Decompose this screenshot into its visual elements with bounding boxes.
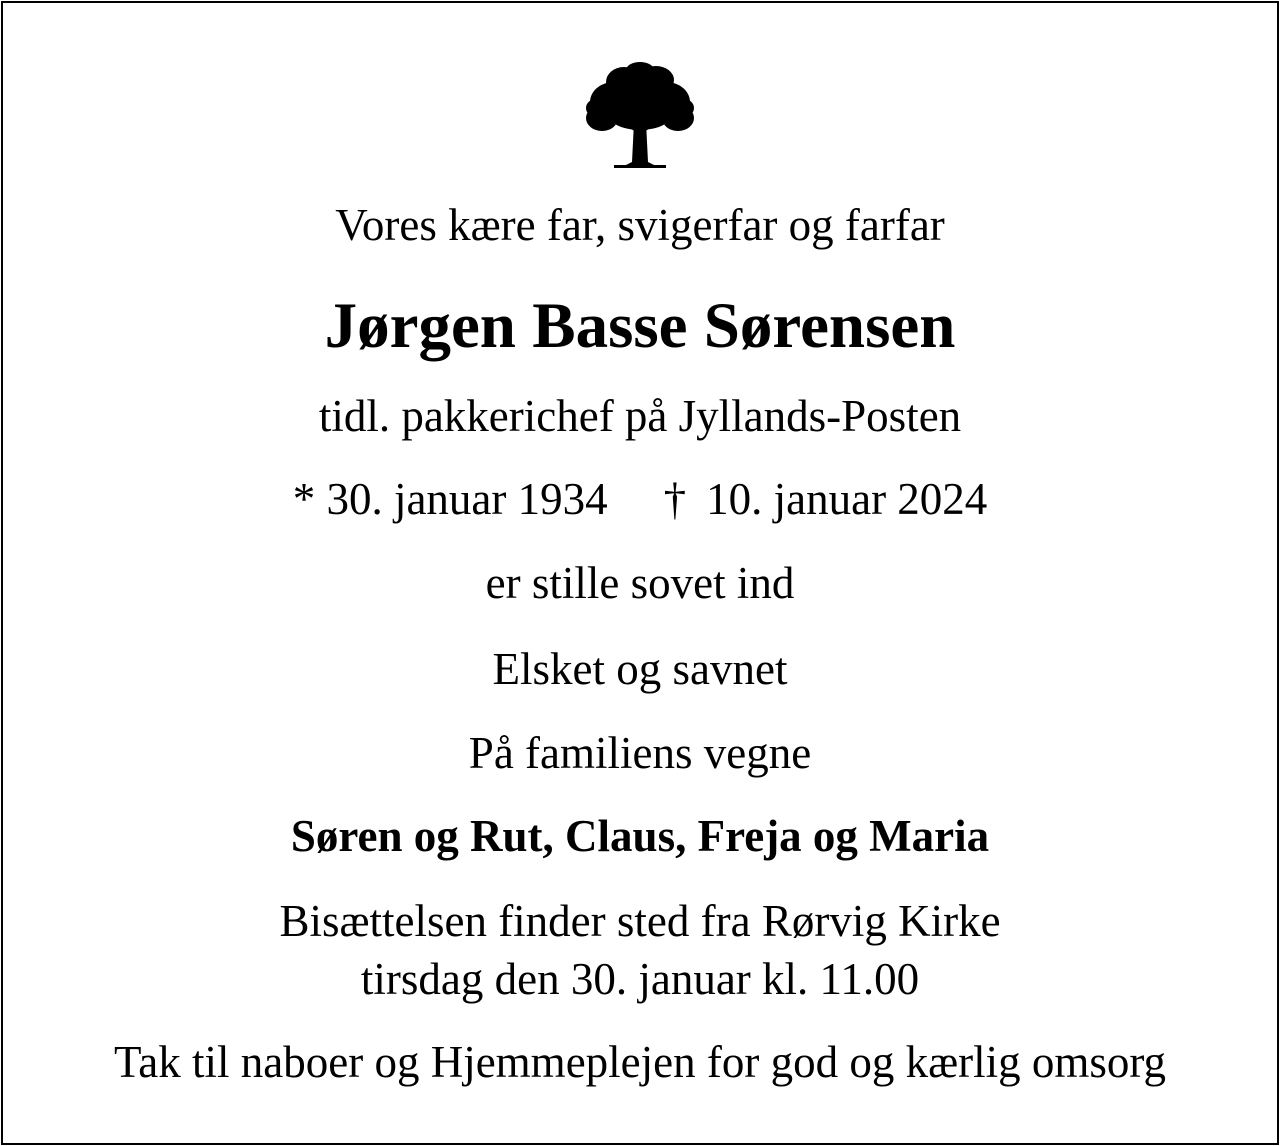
death-symbol: † <box>663 474 687 524</box>
dates-line <box>0 474 1280 524</box>
thanks-text: Tak til naboer og Hjemmeplejen for god og kærlig omsorg <box>113 1037 1167 1087</box>
birth-date: * 30. januar 1934 <box>292 474 608 524</box>
deceased-name: Jørgen Basse Sørensen <box>324 290 956 362</box>
loved-text: Elsket og savnet <box>492 644 788 694</box>
service-line-2: tirsdag den 30. januar kl. 11.00 <box>360 954 920 1004</box>
service-line-1: Bisættelsen finder sted fra Rørvig Kirke <box>279 896 1001 946</box>
family-names: Søren og Rut, Claus, Freja og Maria <box>290 811 990 861</box>
tree-icon <box>584 62 696 170</box>
death-date: 10. januar 2024 <box>706 474 988 524</box>
on-behalf-text: På familiens vegne <box>468 728 812 778</box>
passed-text: er stille sovet ind <box>485 558 795 608</box>
intro-text: Vores kære far, svigerfar og farfar <box>335 200 945 250</box>
occupation-text: tidl. pakkerichef på Jyllands-Posten <box>318 391 962 441</box>
